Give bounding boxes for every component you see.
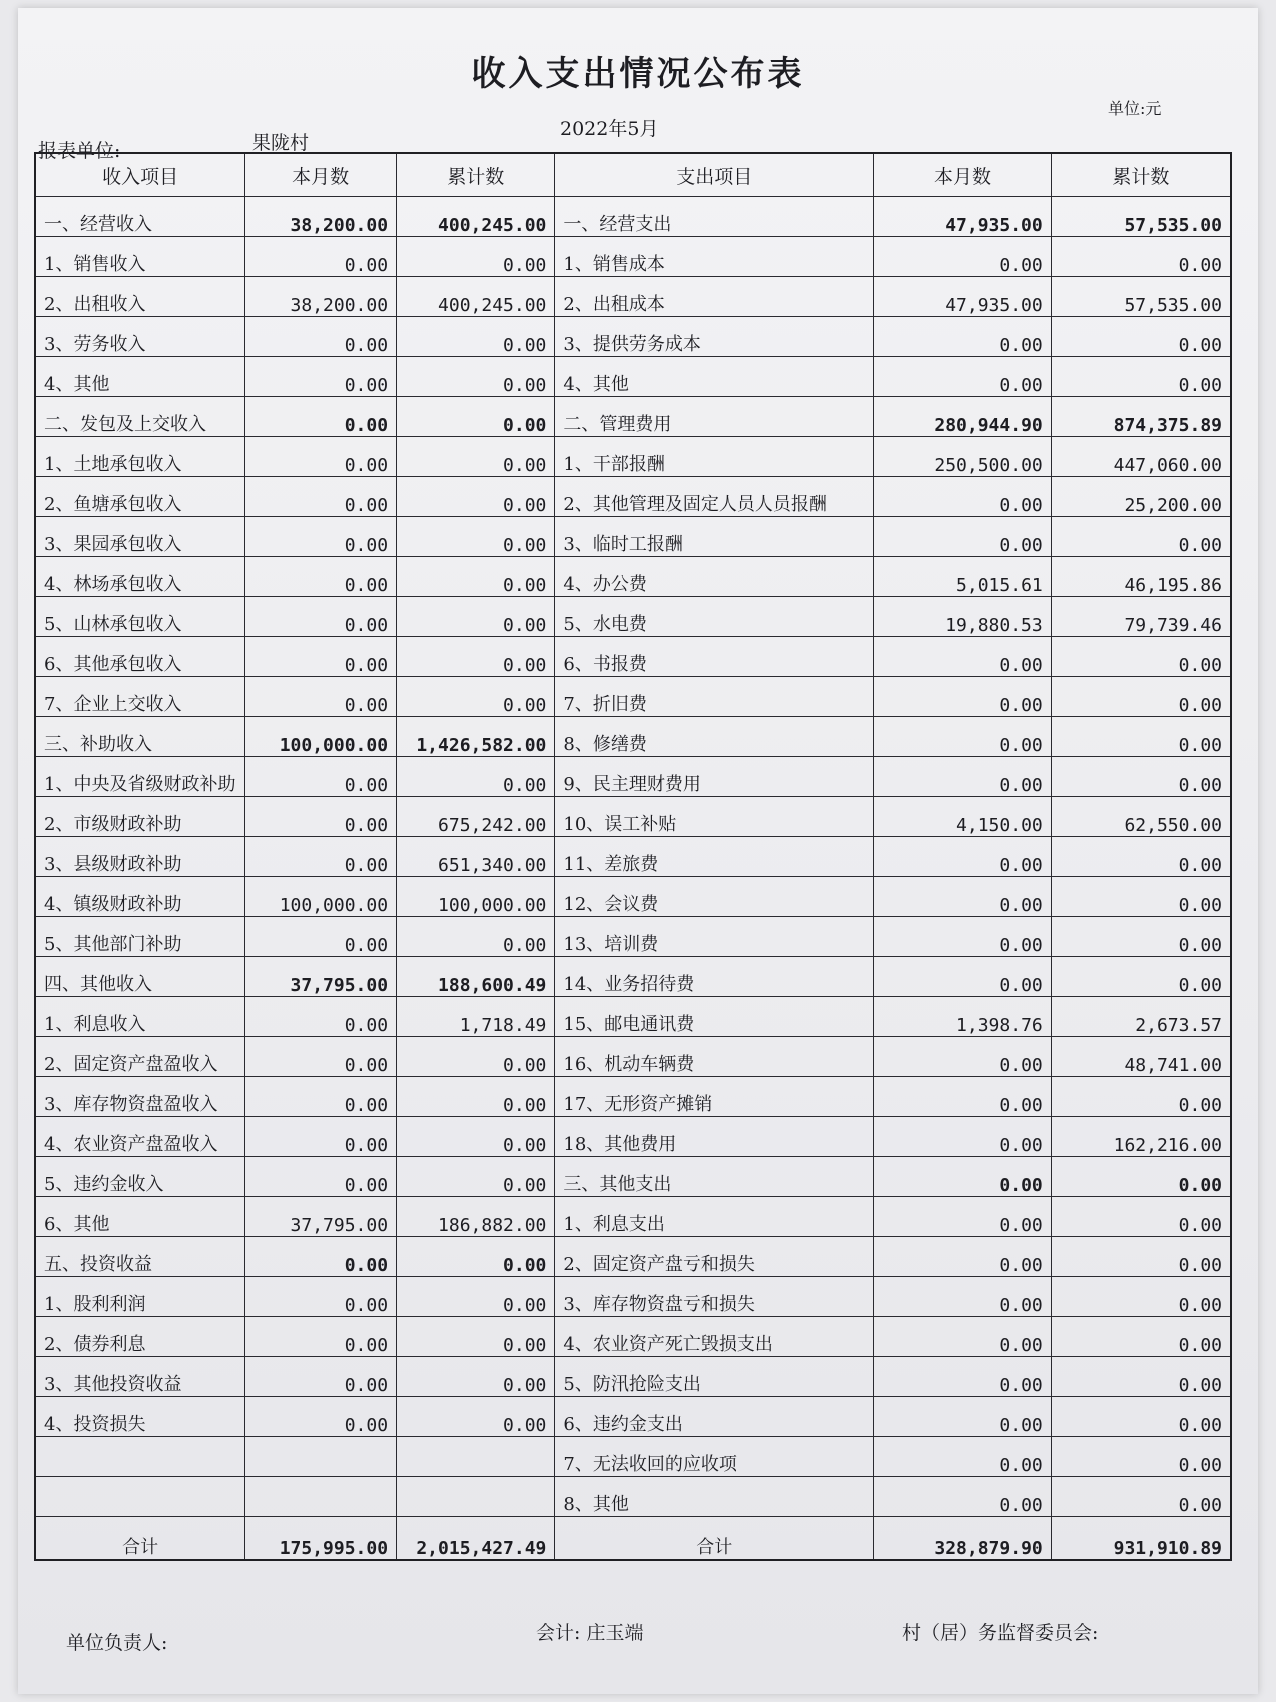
income-cumulative: 100,000.00 (397, 877, 555, 917)
income-cumulative: 0.00 (397, 597, 555, 637)
income-item: 3、其他投资收益 (35, 1357, 245, 1397)
table-body (35, 197, 1231, 1517)
income-month: 0.00 (245, 997, 397, 1037)
income-item: 2、债券利息 (35, 1317, 245, 1357)
expense-cumulative: 0.00 (1051, 717, 1231, 757)
income-month: 37,795.00 (245, 1197, 397, 1237)
table-row (35, 237, 1231, 277)
reporter-label: 报表单位: (38, 140, 121, 162)
header-month-expense: 本月数 (874, 153, 1052, 197)
income-item: 4、林场承包收入 (35, 557, 245, 597)
table-row (35, 1117, 1231, 1157)
table-row (35, 1277, 1231, 1317)
income-item: 1、销售收入 (35, 237, 245, 277)
income-expense-table (34, 152, 1232, 1561)
expense-month: 0.00 (874, 477, 1052, 517)
table-row (35, 1157, 1231, 1197)
income-month: 0.00 (245, 437, 397, 477)
expense-item: 18、其他费用 (555, 1117, 874, 1157)
expense-item: 7、无法收回的应收项 (555, 1437, 874, 1477)
table-row (35, 917, 1231, 957)
table-row (35, 1317, 1231, 1357)
income-month (245, 1477, 397, 1517)
income-month: 0.00 (245, 1357, 397, 1397)
expense-month: 0.00 (874, 1437, 1052, 1477)
income-month: 38,200.00 (245, 277, 397, 317)
income-month: 0.00 (245, 1117, 397, 1157)
income-month: 0.00 (245, 1397, 397, 1437)
income-month: 0.00 (245, 597, 397, 637)
expense-month: 0.00 (874, 877, 1052, 917)
village-name: 果陇村 (252, 132, 310, 154)
income-month: 0.00 (245, 757, 397, 797)
income-cumulative: 400,245.00 (397, 277, 555, 317)
table-row (35, 437, 1231, 477)
expense-cumulative: 0.00 (1051, 1197, 1231, 1237)
income-month: 38,200.00 (245, 197, 397, 237)
table-row (35, 1477, 1231, 1517)
expense-item: 13、培训费 (555, 917, 874, 957)
income-cumulative: 0.00 (397, 1237, 555, 1277)
income-month: 0.00 (245, 1317, 397, 1357)
expense-cumulative: 0.00 (1051, 957, 1231, 997)
expense-cumulative: 0.00 (1051, 1077, 1231, 1117)
expense-cumulative: 0.00 (1051, 517, 1231, 557)
expense-cumulative: 0.00 (1051, 317, 1231, 357)
expense-month: 0.00 (874, 957, 1052, 997)
table-row (35, 997, 1231, 1037)
income-cumulative: 1,426,582.00 (397, 717, 555, 757)
income-month: 0.00 (245, 917, 397, 957)
expense-item: 5、水电费 (555, 597, 874, 637)
expense-cumulative: 0.00 (1051, 1317, 1231, 1357)
income-item: 6、其他承包收入 (35, 637, 245, 677)
expense-item: 二、管理费用 (555, 397, 874, 437)
income-total-label: 合计 (35, 1517, 245, 1561)
income-month: 0.00 (245, 797, 397, 837)
income-item: 1、土地承包收入 (35, 437, 245, 477)
expense-item: 1、销售成本 (555, 237, 874, 277)
income-cumulative: 0.00 (397, 317, 555, 357)
expense-item: 4、其他 (555, 357, 874, 397)
income-cumulative: 0.00 (397, 517, 555, 557)
expense-cumulative: 62,550.00 (1051, 797, 1231, 837)
expense-month: 0.00 (874, 757, 1052, 797)
expense-cumulative: 0.00 (1051, 877, 1231, 917)
expense-month: 0.00 (874, 1477, 1052, 1517)
income-cumulative: 0.00 (397, 237, 555, 277)
report-period: 2022年5月 (560, 118, 659, 140)
expense-item: 17、无形资产摊销 (555, 1077, 874, 1117)
income-month: 100,000.00 (245, 877, 397, 917)
expense-month: 4,150.00 (874, 797, 1052, 837)
footer-accountant: 会计: 庄玉端 (536, 1622, 644, 1644)
income-item: 5、违约金收入 (35, 1157, 245, 1197)
expense-item: 6、书报费 (555, 637, 874, 677)
table-row (35, 397, 1231, 437)
expense-month: 0.00 (874, 837, 1052, 877)
income-cumulative: 0.00 (397, 557, 555, 597)
income-month: 0.00 (245, 317, 397, 357)
income-item: 3、劳务收入 (35, 317, 245, 357)
income-item: 1、利息收入 (35, 997, 245, 1037)
expense-cumulative: 0.00 (1051, 237, 1231, 277)
income-item: 3、果园承包收入 (35, 517, 245, 557)
table-row (35, 1357, 1231, 1397)
income-month: 0.00 (245, 1277, 397, 1317)
expense-cumulative: 0.00 (1051, 917, 1231, 957)
expense-cumulative: 57,535.00 (1051, 197, 1231, 237)
income-item: 1、股利利润 (35, 1277, 245, 1317)
expense-month: 47,935.00 (874, 277, 1052, 317)
expense-item: 3、提供劳务成本 (555, 317, 874, 357)
expense-month: 0.00 (874, 1357, 1052, 1397)
expense-cumulative: 0.00 (1051, 1277, 1231, 1317)
expense-cumulative: 0.00 (1051, 1157, 1231, 1197)
income-item: 7、企业上交收入 (35, 677, 245, 717)
header-cumulative-expense: 累计数 (1051, 153, 1231, 197)
expense-item: 三、其他支出 (555, 1157, 874, 1197)
expense-item: 9、民主理财费用 (555, 757, 874, 797)
expense-month: 1,398.76 (874, 997, 1052, 1037)
expense-total-cumulative: 931,910.89 (1051, 1517, 1231, 1561)
table-row (35, 677, 1231, 717)
expense-month: 0.00 (874, 637, 1052, 677)
table-row (35, 637, 1231, 677)
expense-item: 8、修缮费 (555, 717, 874, 757)
footer-committee: 村（居）务监督委员会: (902, 1622, 1099, 1644)
expense-cumulative: 0.00 (1051, 757, 1231, 797)
income-cumulative: 0.00 (397, 1357, 555, 1397)
expense-month: 0.00 (874, 717, 1052, 757)
income-cumulative: 0.00 (397, 1077, 555, 1117)
income-cumulative: 0.00 (397, 437, 555, 477)
header-month: 本月数 (245, 153, 397, 197)
income-cumulative: 0.00 (397, 917, 555, 957)
income-item: 4、其他 (35, 357, 245, 397)
income-cumulative: 400,245.00 (397, 197, 555, 237)
expense-cumulative: 0.00 (1051, 1437, 1231, 1477)
expense-cumulative: 0.00 (1051, 837, 1231, 877)
income-item: 5、山林承包收入 (35, 597, 245, 637)
expense-month: 0.00 (874, 1397, 1052, 1437)
table-row (35, 757, 1231, 797)
expense-item: 7、折旧费 (555, 677, 874, 717)
table-row (35, 597, 1231, 637)
expense-item: 14、业务招待费 (555, 957, 874, 997)
income-month: 0.00 (245, 837, 397, 877)
income-item: 4、投资损失 (35, 1397, 245, 1437)
expense-month: 250,500.00 (874, 437, 1052, 477)
income-cumulative: 651,340.00 (397, 837, 555, 877)
income-total-cumulative: 2,015,427.49 (397, 1517, 555, 1561)
expense-item: 12、会议费 (555, 877, 874, 917)
expense-month: 0.00 (874, 517, 1052, 557)
income-total-month: 175,995.00 (245, 1517, 397, 1561)
income-cumulative: 0.00 (397, 637, 555, 677)
header-cumulative: 累计数 (397, 153, 555, 197)
expense-cumulative: 0.00 (1051, 1477, 1231, 1517)
table-row (35, 197, 1231, 237)
expense-cumulative: 57,535.00 (1051, 277, 1231, 317)
expense-month: 0.00 (874, 317, 1052, 357)
income-cumulative: 0.00 (397, 1037, 555, 1077)
income-item (35, 1437, 245, 1477)
expense-item: 1、利息支出 (555, 1197, 874, 1237)
income-item: 三、补助收入 (35, 717, 245, 757)
expense-month: 19,880.53 (874, 597, 1052, 637)
expense-item: 1、干部报酬 (555, 437, 874, 477)
income-month: 0.00 (245, 1077, 397, 1117)
table-row (35, 357, 1231, 397)
expense-item: 2、出租成本 (555, 277, 874, 317)
income-cumulative: 0.00 (397, 1317, 555, 1357)
income-item: 4、镇级财政补助 (35, 877, 245, 917)
expense-item: 3、临时工报酬 (555, 517, 874, 557)
expense-item: 4、办公费 (555, 557, 874, 597)
expense-total-month: 328,879.90 (874, 1517, 1052, 1561)
expense-month: 0.00 (874, 1317, 1052, 1357)
income-cumulative: 1,718.49 (397, 997, 555, 1037)
table-row (35, 1397, 1231, 1437)
expense-month: 0.00 (874, 1117, 1052, 1157)
expense-cumulative: 447,060.00 (1051, 437, 1231, 477)
expense-item: 8、其他 (555, 1477, 874, 1517)
header-expense-item: 支出项目 (555, 153, 874, 197)
income-cumulative (397, 1477, 555, 1517)
income-item: 2、出租收入 (35, 277, 245, 317)
table-row (35, 517, 1231, 557)
income-month: 0.00 (245, 677, 397, 717)
expense-month: 5,015.61 (874, 557, 1052, 597)
income-item: 一、经营收入 (35, 197, 245, 237)
table-row (35, 797, 1231, 837)
income-cumulative: 675,242.00 (397, 797, 555, 837)
expense-month: 280,944.90 (874, 397, 1052, 437)
income-month: 0.00 (245, 557, 397, 597)
expense-item: 3、库存物资盘亏和损失 (555, 1277, 874, 1317)
income-cumulative: 0.00 (397, 1397, 555, 1437)
total-row (35, 1517, 1231, 1561)
expense-item: 4、农业资产死亡毁损支出 (555, 1317, 874, 1357)
expense-month: 0.00 (874, 917, 1052, 957)
expense-total-label: 合计 (555, 1517, 874, 1561)
table-row (35, 877, 1231, 917)
income-month: 0.00 (245, 1237, 397, 1277)
table-row (35, 1237, 1231, 1277)
income-month: 0.00 (245, 477, 397, 517)
expense-cumulative: 25,200.00 (1051, 477, 1231, 517)
expense-item: 一、经营支出 (555, 197, 874, 237)
expense-month: 0.00 (874, 677, 1052, 717)
income-item: 4、农业资产盘盈收入 (35, 1117, 245, 1157)
income-month: 0.00 (245, 1037, 397, 1077)
expense-cumulative: 0.00 (1051, 677, 1231, 717)
expense-month: 0.00 (874, 1037, 1052, 1077)
income-month: 0.00 (245, 517, 397, 557)
income-month: 0.00 (245, 637, 397, 677)
expense-cumulative: 0.00 (1051, 1397, 1231, 1437)
expense-month: 0.00 (874, 1197, 1052, 1237)
expense-month: 0.00 (874, 1277, 1052, 1317)
table-row (35, 1077, 1231, 1117)
income-item: 二、发包及上交收入 (35, 397, 245, 437)
expense-cumulative: 0.00 (1051, 357, 1231, 397)
table-row (35, 1197, 1231, 1237)
income-item: 3、县级财政补助 (35, 837, 245, 877)
income-cumulative: 0.00 (397, 477, 555, 517)
expense-item: 16、机动车辆费 (555, 1037, 874, 1077)
expense-item: 10、误工补贴 (555, 797, 874, 837)
report-title: 收入支出情况公布表 (471, 54, 805, 94)
income-cumulative (397, 1437, 555, 1477)
table-row (35, 837, 1231, 877)
expense-item: 2、其他管理及固定人员人员报酬 (555, 477, 874, 517)
income-month: 0.00 (245, 1157, 397, 1197)
income-cumulative: 0.00 (397, 757, 555, 797)
income-cumulative: 0.00 (397, 1117, 555, 1157)
expense-item: 11、差旅费 (555, 837, 874, 877)
expense-cumulative: 0.00 (1051, 637, 1231, 677)
table-row (35, 1437, 1231, 1477)
expense-cumulative: 0.00 (1051, 1237, 1231, 1277)
expense-month: 0.00 (874, 237, 1052, 277)
expense-cumulative: 79,739.46 (1051, 597, 1231, 637)
table-header-row (35, 153, 1231, 197)
income-cumulative: 0.00 (397, 357, 555, 397)
footer-unit-head: 单位负责人: (66, 1632, 168, 1654)
income-item: 2、市级财政补助 (35, 797, 245, 837)
expense-month: 0.00 (874, 1237, 1052, 1277)
income-cumulative: 186,882.00 (397, 1197, 555, 1237)
header-income-item: 收入项目 (35, 153, 245, 197)
income-cumulative: 0.00 (397, 1157, 555, 1197)
income-item: 5、其他部门补助 (35, 917, 245, 957)
income-month: 0.00 (245, 397, 397, 437)
table-row (35, 1037, 1231, 1077)
income-cumulative: 0.00 (397, 1277, 555, 1317)
income-cumulative: 188,600.49 (397, 957, 555, 997)
unit-label: 单位:元 (1108, 99, 1162, 118)
income-item (35, 1477, 245, 1517)
income-item: 1、中央及省级财政补助 (35, 757, 245, 797)
expense-item: 2、固定资产盘亏和损失 (555, 1237, 874, 1277)
income-month: 37,795.00 (245, 957, 397, 997)
table-row (35, 717, 1231, 757)
table-row (35, 957, 1231, 997)
income-item: 2、鱼塘承包收入 (35, 477, 245, 517)
expense-item: 5、防汛抢险支出 (555, 1357, 874, 1397)
income-item: 四、其他收入 (35, 957, 245, 997)
expense-item: 6、违约金支出 (555, 1397, 874, 1437)
table-row (35, 477, 1231, 517)
expense-cumulative: 46,195.86 (1051, 557, 1231, 597)
income-month: 0.00 (245, 357, 397, 397)
income-item: 6、其他 (35, 1197, 245, 1237)
expense-cumulative: 2,673.57 (1051, 997, 1231, 1037)
income-month (245, 1437, 397, 1477)
income-month: 100,000.00 (245, 717, 397, 757)
income-cumulative: 0.00 (397, 397, 555, 437)
table-row (35, 317, 1231, 357)
income-month: 0.00 (245, 237, 397, 277)
income-item: 五、投资收益 (35, 1237, 245, 1277)
income-item: 3、库存物资盘盈收入 (35, 1077, 245, 1117)
expense-month: 0.00 (874, 1077, 1052, 1117)
expense-cumulative: 162,216.00 (1051, 1117, 1231, 1157)
expense-item: 15、邮电通讯费 (555, 997, 874, 1037)
expense-cumulative: 48,741.00 (1051, 1037, 1231, 1077)
expense-cumulative: 0.00 (1051, 1357, 1231, 1397)
table-row (35, 557, 1231, 597)
table-row (35, 277, 1231, 317)
income-item: 2、固定资产盘盈收入 (35, 1037, 245, 1077)
expense-month: 0.00 (874, 1157, 1052, 1197)
expense-month: 0.00 (874, 357, 1052, 397)
expense-cumulative: 874,375.89 (1051, 397, 1231, 437)
income-cumulative: 0.00 (397, 677, 555, 717)
expense-month: 47,935.00 (874, 197, 1052, 237)
